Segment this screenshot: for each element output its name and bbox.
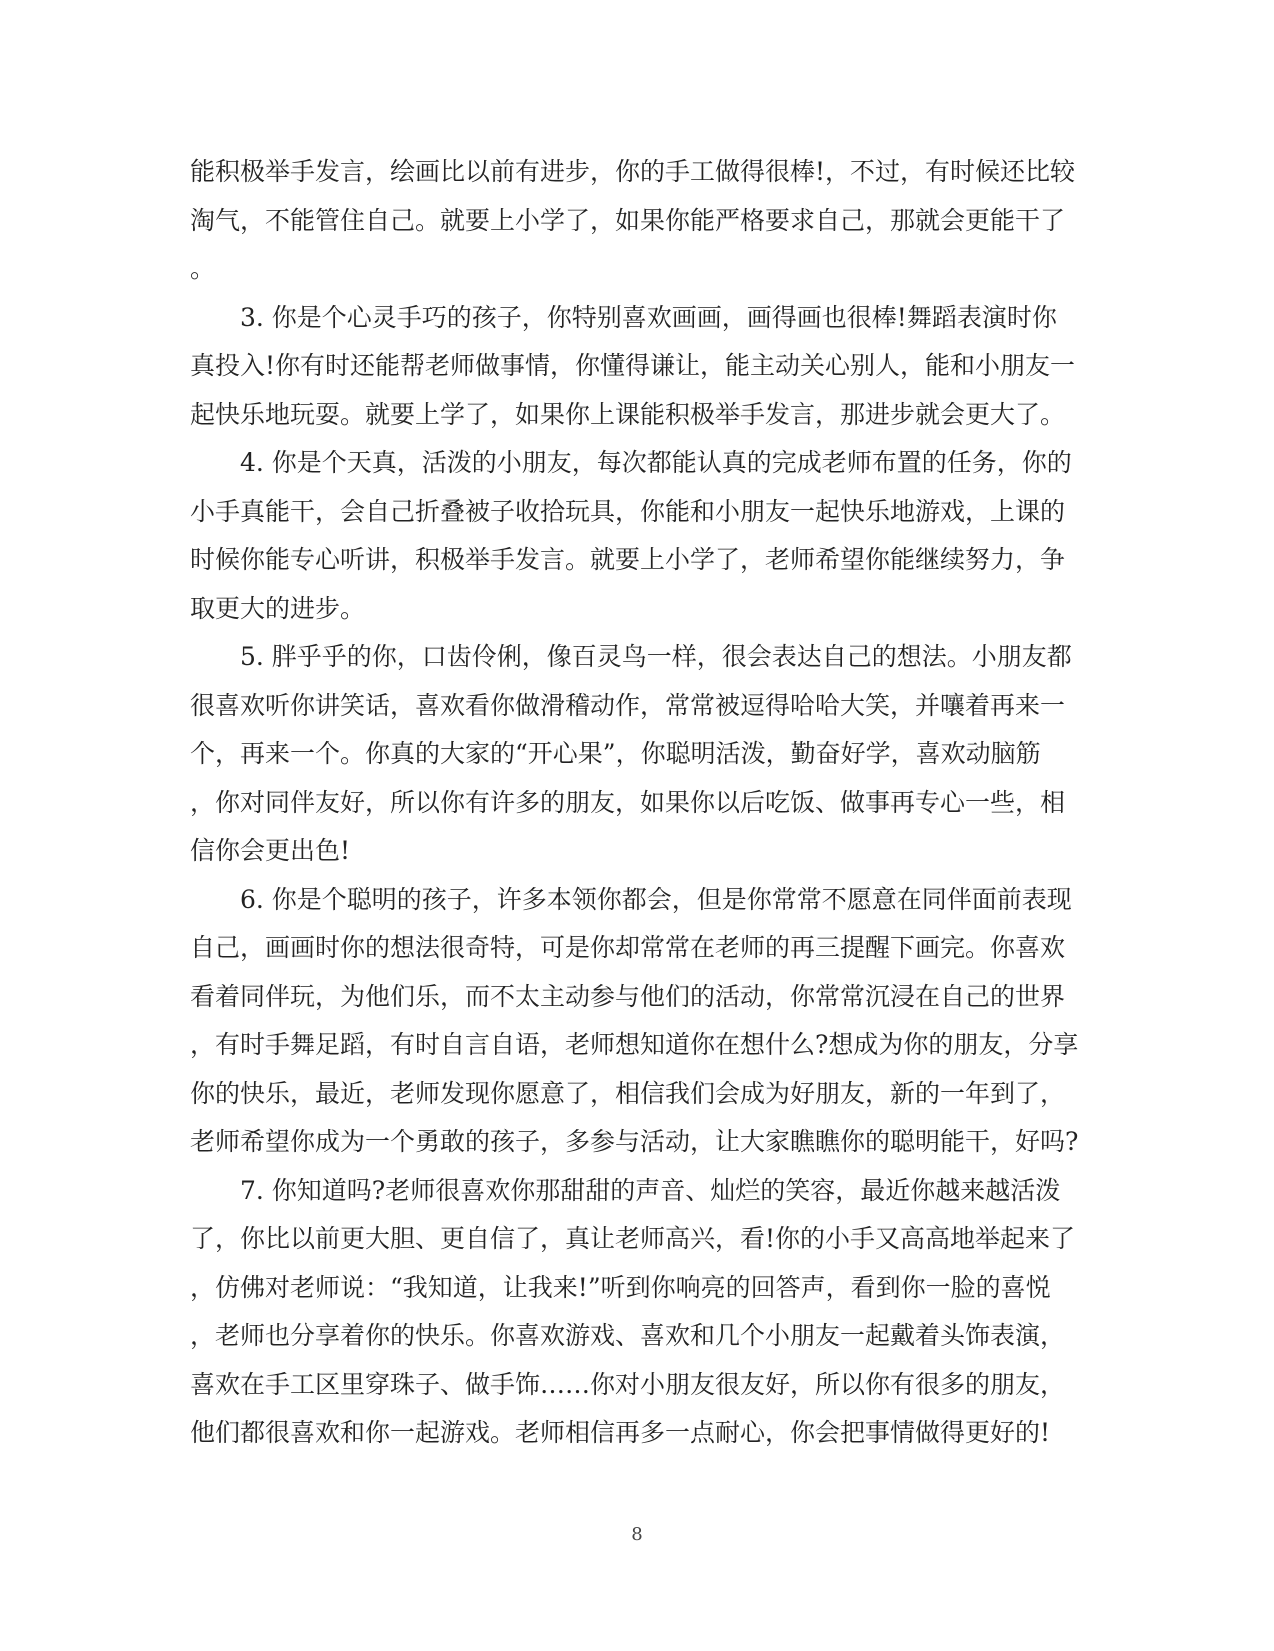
text-line: 喜欢在手工区里穿珠子、做手饰……你对小朋友很友好，所以你有很多的朋友， xyxy=(190,1369,1066,1399)
text-line: 起快乐地玩耍。就要上学了，如果你上课能积极举手发言，那进步就会更大了。 xyxy=(190,399,1066,429)
text-line: 5. 胖乎乎的你，口齿伶俐，像百灵鸟一样，很会表达自己的想法。小朋友都 xyxy=(240,642,1072,671)
text-line: 自己，画画时你的想法很奇特，可是你却常常在老师的再三提醒下画完。你喜欢 xyxy=(190,933,1066,962)
text-line: 淘气，不能管住自己。就要上小学了，如果你能严格要求自己，那就会更能干了 xyxy=(190,205,1066,235)
text-line: 了，你比以前更大胆、更自信了，真让老师高兴，看!你的小手又高高地举起来了 xyxy=(190,1224,1076,1253)
text-line: 很喜欢听你讲笑话，喜欢看你做滑稽动作，常常被逗得哈哈大笑，并嚷着再来一 xyxy=(190,690,1066,720)
text-line: ，老师也分享着你的快乐。你喜欢游戏、喜欢和几个小朋友一起戴着头饰表演， xyxy=(190,1321,1066,1350)
text-line: 。 xyxy=(190,254,216,283)
text-line: 能积极举手发言，绘画比以前有进步，你的手工做得很棒!，不过，有时候还比较 xyxy=(190,157,1076,186)
text-line: 个，再来一个。你真的大家的“开心果”，你聪明活泼，勤奋好学，喜欢动脑筋 xyxy=(190,739,1041,768)
text-line: ，仿佛对老师说：“我知道，让我来!”听到你响亮的回答声，看到你一脸的喜悦 xyxy=(190,1272,1051,1302)
page-number: 8 xyxy=(631,1524,643,1545)
text-line: 取更大的进步。 xyxy=(190,593,366,623)
text-line: 小手真能干，会自己折叠被子收拾玩具，你能和小朋友一起快乐地游戏，上课的 xyxy=(190,496,1066,526)
text-line: 4. 你是个天真，活泼的小朋友，每次都能认真的完成老师布置的任务，你的 xyxy=(240,448,1072,477)
text-line: ，有时手舞足蹈，有时自言自语，老师想知道你在想什么?想成为你的朋友，分享 xyxy=(190,1030,1079,1059)
text-line: 你的快乐，最近，老师发现你愿意了，相信我们会成为好朋友，新的一年到了， xyxy=(190,1078,1066,1108)
text-line: 时候你能专心听讲，积极举手发言。就要上小学了，老师希望你能继续努力，争 xyxy=(190,545,1066,574)
text-line: 7. 你知道吗?老师很喜欢你那甜甜的声音、灿烂的笑容，最近你越来越活泼 xyxy=(240,1175,1061,1205)
text-line: 3. 你是个心灵手巧的孩子，你特别喜欢画画，画得画也很棒!舞蹈表演时你 xyxy=(240,302,1057,332)
text-line: ，你对同伴友好，所以你有许多的朋友，如果你以后吃饭、做事再专心一些，相 xyxy=(190,787,1066,817)
text-line: 6. 你是个聪明的孩子，许多本领你都会，但是你常常不愿意在同伴面前表现 xyxy=(240,884,1072,914)
text-line: 信你会更出色! xyxy=(190,836,351,865)
body-text xyxy=(190,148,1078,1458)
text-line: 看着同伴玩，为他们乐，而不太主动参与他们的活动，你常常沉浸在自己的世界 xyxy=(190,981,1066,1011)
text-line: 真投入!你有时还能帮老师做事情，你懂得谦让，能主动关心别人，能和小朋友一 xyxy=(190,351,1076,380)
text-line: 他们都很喜欢和你一起游戏。老师相信再多一点耐心，你会把事情做得更好的! xyxy=(190,1418,1051,1447)
text-line: 老师希望你成为一个勇敢的孩子，多参与活动，让大家瞧瞧你的聪明能干，好吗? xyxy=(190,1127,1079,1156)
